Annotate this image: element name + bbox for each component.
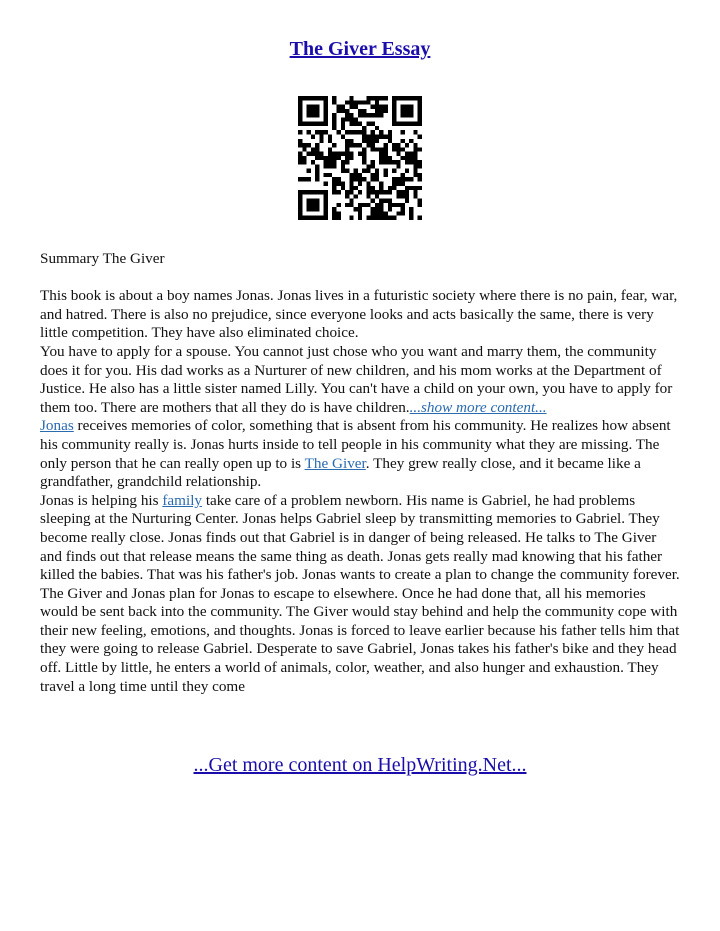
jonas-link[interactable]: Jonas xyxy=(40,417,74,435)
paragraph-4-text-a: Jonas is helping his xyxy=(40,491,163,509)
essay-body xyxy=(40,250,682,696)
family-link[interactable]: family xyxy=(162,491,203,509)
the-giver-link[interactable]: The Giver xyxy=(304,454,366,472)
get-more-content xyxy=(0,754,720,777)
essay-title-link[interactable]: The Giver Essay xyxy=(289,38,431,60)
paragraph-1: This book is about a boy names Jonas. Jonas lives in a futuristic society where there is no pain, fear, war, and hatred. There is also no prejudice, since everyone looks and acts basically the same, there is very little competition. They have also eliminated choice. xyxy=(40,287,678,342)
section-heading: Summary The Giver xyxy=(40,250,165,267)
spacer xyxy=(40,269,682,288)
qr-code-icon xyxy=(298,96,422,220)
paragraph-3-text-a: receives memories of color, something that is absent from his community. He realizes how absent his community really is. Jonas hurts inside to tell people in his community what they are missing. The only person that he can really open up to is xyxy=(40,417,671,472)
essay-title xyxy=(0,38,720,61)
paragraph-2 xyxy=(40,343,682,417)
paragraph-2-text: You have to apply for a spouse. You cannot just chose who you want and marry them, the community does it for you. His dad works as a Nurturer of new children, and his mom works at the Department of Justice. He also has a little sister named Lilly. You can't have a child on your own, you have to apply for them too. There are mothers that all they do is have children. xyxy=(40,342,673,416)
show-more-link[interactable]: ...show more content... xyxy=(409,398,547,416)
paragraph-3 xyxy=(40,417,682,491)
paragraph-4 xyxy=(40,492,682,585)
get-more-content-link[interactable]: ...Get more content on HelpWriting.Net... xyxy=(193,754,527,776)
paragraph-4-text-b: take care of a problem newborn. His name is Gabriel, he had problems sleeping at the Nurturing Center. Jonas helps Gabriel sleep by transmitting memories to Gabriel. They become really close. Jonas finds out that Gabriel is in danger of being released. He talks to The Giver and finds out that release means the same thing as death. Jonas gets really mad knowing that his father killed the babies. That was his father's job. Jonas wants to create a plan to change the community forever. xyxy=(40,491,680,584)
paragraph-5: The Giver and Jonas plan for Jonas to escape to elsewhere. Once he had done that, all his memories would be sent back into the community. The Giver would stay behind and help the community cope with their new feeling, emotions, and thoughts. Jonas is forced to leave earlier because his father tells him that they were going to release Gabriel. Desperate to save Gabriel, Jonas takes his father's bike and they head off. Little by little, he enters a world of animals, color, weather, and also hunger and exhaustion. They travel a long time until they come xyxy=(40,584,680,695)
paragraph-3-text-b: . They grew really close, and it became like a grandfather, grandchild relationship. xyxy=(40,454,641,491)
